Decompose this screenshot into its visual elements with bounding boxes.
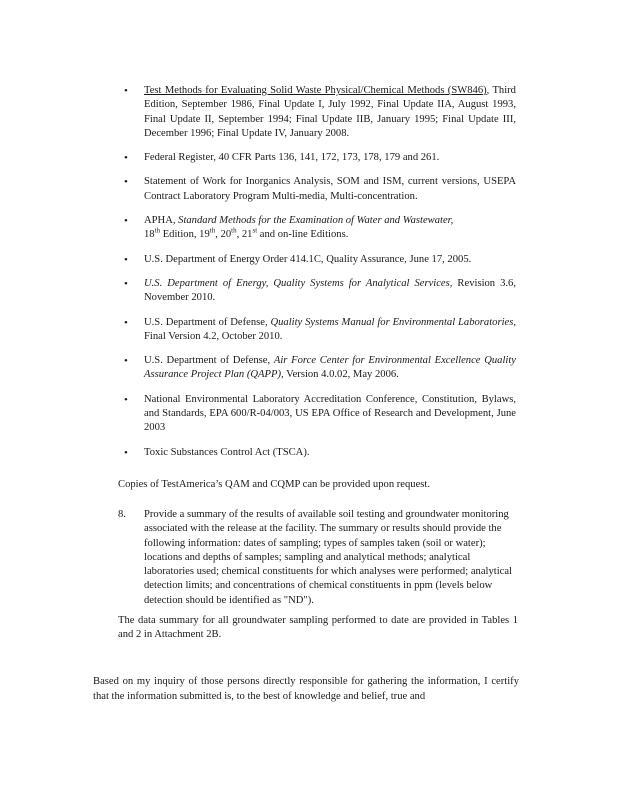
- reference-details: , Final Version 4.2, October 2010.: [144, 316, 516, 342]
- reference-title: Standard Methods for the Examination of Water and Wastewater,: [178, 215, 454, 227]
- reference-details: Version 4.0.02, May 2006.: [283, 369, 399, 381]
- reference-details: , Third Edition, September 1986, Final Update I, July 1992, Final Update IIA, August 1993, Final Update II, September 1994; Final Update IIB, January 1995; Final Update III, December 1996; Final Update IV, January 2008.: [144, 85, 516, 139]
- reference-item: • APHA, Standard Methods for the Examination of Water and Wastewater, 18th Edition, 19th, 20th, 21st and on-line Editions.: [144, 214, 516, 243]
- reference-title: Air Force Center for Environmental Excellence Quality Assurance Project Plan (QAPP),: [144, 355, 516, 381]
- reference-item: • National Environmental Laboratory Accreditation Conference, Constitution, Bylaws, and Standards, EPA 600/R-04/003, US EPA Office of Research and Development, June 2003: [144, 393, 516, 436]
- reference-prefix: APHA,: [144, 215, 179, 227]
- item-number: 8.: [118, 509, 126, 520]
- reference-title: U.S. Department of Energy, Quality Systems for Analytical Services,: [144, 277, 453, 289]
- reference-prefix: U.S. Department of Defense,: [144, 355, 274, 367]
- reference-details: Revision 3.6, November 2010.: [144, 277, 517, 304]
- reference-title: Quality Systems Manual for Environmental Laboratories: [270, 316, 514, 328]
- reference-item: • Toxic Substances Control Act (TSCA).: [144, 446, 516, 460]
- reference-item: [144, 277, 516, 306]
- reference-item: • U.S. Department of Energy Order 414.1C, Quality Assurance, June 17, 2005.: [144, 253, 516, 267]
- reference-item: [144, 354, 516, 383]
- copies-note: Copies of TestAmerica’s QAM and CQMP can be provided upon request.: [118, 479, 431, 490]
- reference-title: Test Methods for Evaluating Solid Waste Physical/Chemical Methods (SW846): [144, 85, 487, 96]
- item-text: Provide a summary of the results of available soil testing and groundwater monitoring associated with the release at the facility. The summary or results should provide the following information: dates of sampling; types of samples taken (soil or water); locations and depths of samples; sampling and analytical methods; analytical laboratories used; chemical constituents for which analyses were performed; analytical detection limits; and concentrations of chemical constituents in ppm (levels below detection should be identified as "ND").: [144, 509, 512, 606]
- data-summary-paragraph: The data summary for all groundwater sampling performed to date are provided in Tables 1 and 2 in Attachment 2B.: [118, 615, 518, 641]
- certification-paragraph: Based on my inquiry of those persons directly responsible for gathering the information, I certify that the information submitted is, to the best of knowledge and belief, true and: [93, 676, 519, 702]
- reference-prefix: U.S. Department of Defense,: [144, 316, 271, 328]
- reference-item: • Federal Register, 40 CFR Parts 136, 141, 172, 173, 178, 179 and 261.: [144, 151, 516, 165]
- reference-item: [144, 84, 516, 141]
- numbered-item-8: [118, 508, 518, 608]
- reference-item: • Statement of Work for Inorganics Analysis, SOM and ISM, current versions, USEPA Contract Laboratory Program Multi-media, Multi-concentration.: [144, 175, 516, 204]
- reference-list: [144, 84, 516, 470]
- reference-item: [144, 316, 516, 345]
